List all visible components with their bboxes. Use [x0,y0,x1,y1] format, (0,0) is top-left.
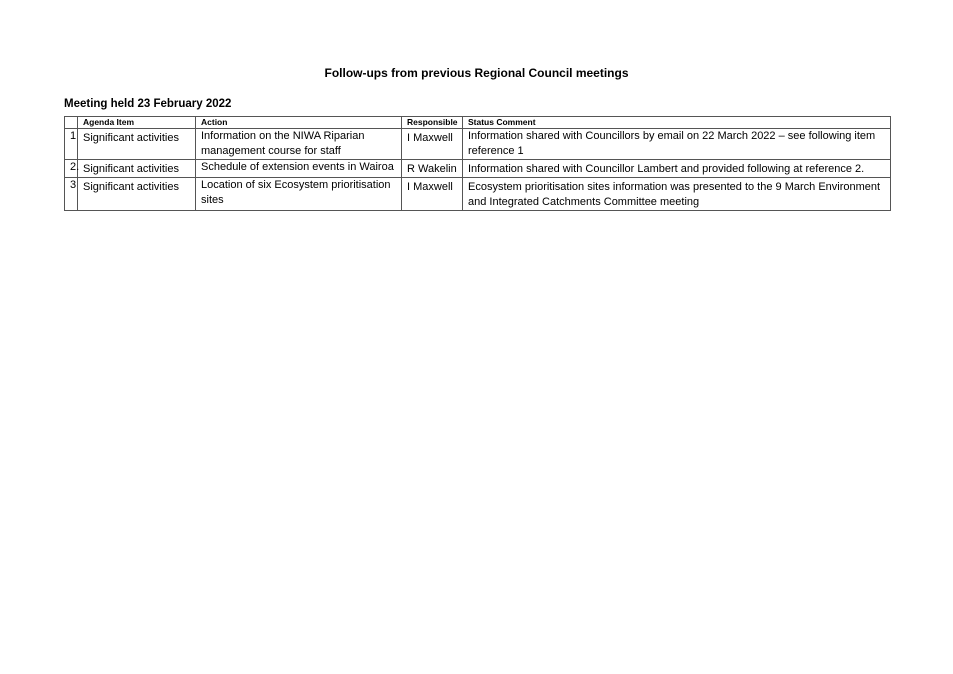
row-number: 1 [65,129,78,160]
row-status-comment: Information shared with Councillors by email on 22 March 2022 – see following item reference 1 [463,129,891,160]
row-action: Information on the NIWA Riparian management course for staff [196,129,402,160]
row-status-comment: Ecosystem prioritisation sites information was presented to the 9 March Environment and Integrated Catchments Committee meeting [463,178,891,211]
row-status-comment: Information shared with Councillor Lambert and provided following at reference 2. [463,160,891,178]
row-number: 2. [65,160,78,178]
row-action: Schedule of extension events in Wairoa [196,160,402,178]
header-responsible: Responsible [402,117,463,129]
table-header [65,117,891,129]
row-agenda-item: Significant activities [78,129,196,160]
followups-table [64,116,891,211]
row-responsible: R Wakelin [402,160,463,178]
row-agenda-item: Significant activities [78,160,196,178]
row-responsible: I Maxwell [402,178,463,211]
row-agenda-item: Significant activities [78,178,196,211]
header-status-comment: Status Comment [463,117,891,129]
row-action: Location of six Ecosystem prioritisation sites [196,178,402,211]
table-row [65,129,891,160]
row-number: 3 [65,178,78,211]
table-row [65,160,891,178]
header-agenda-item: Agenda Item [78,117,196,129]
row-responsible: I Maxwell [402,129,463,160]
header-action: Action [196,117,402,129]
table-header-row [65,117,891,129]
header-number [65,117,78,129]
table-row [65,178,891,211]
meeting-heading: Meeting held 23 February 2022 [64,98,232,110]
table-body [65,129,891,211]
page-title: Follow-ups from previous Regional Council meetings [324,66,629,80]
